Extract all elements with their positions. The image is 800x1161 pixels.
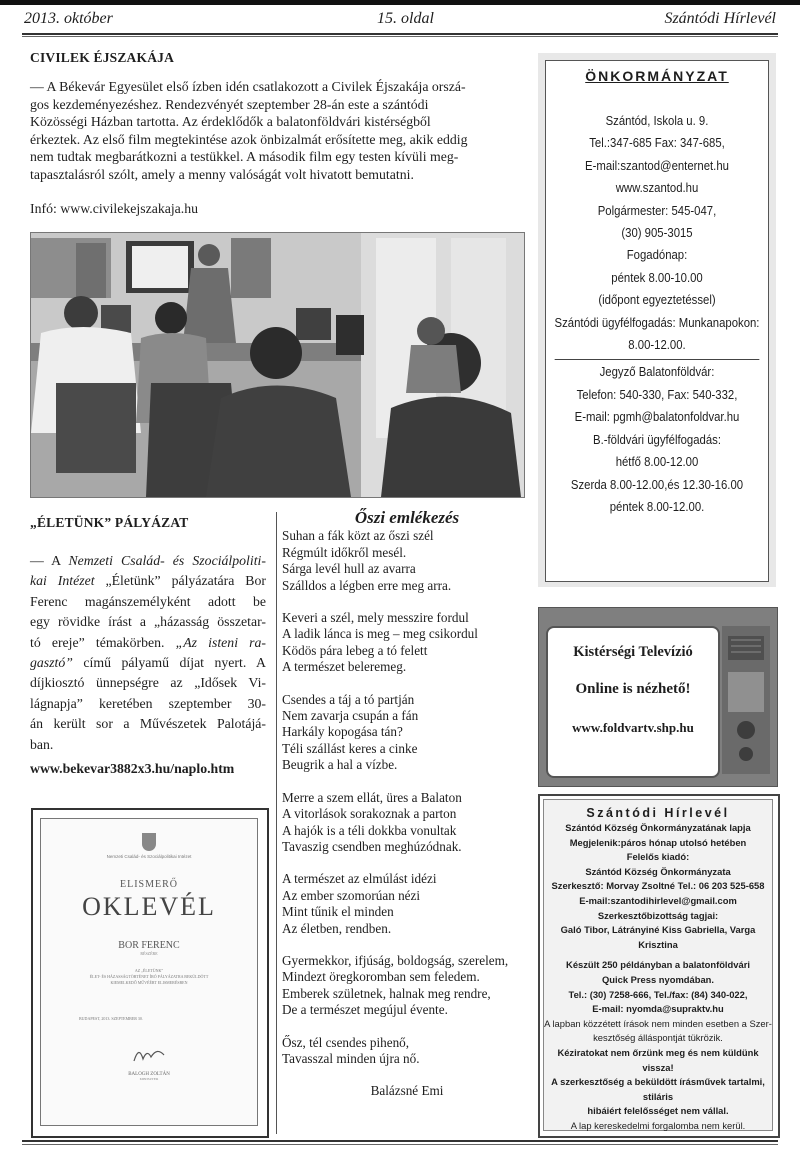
tv-control-panel	[722, 626, 770, 774]
impresszum-line: Felelős kiadó:	[626, 851, 690, 863]
contact-line: péntek 8.00-12.00.	[609, 498, 705, 514]
impresszum-line: Galó Tibor, Látrányiné Kiss Gabriella, Varga Krisztina	[560, 924, 756, 950]
diploma-signer: BALOGH ZOLTÁN	[128, 1072, 170, 1077]
column-divider	[276, 512, 277, 1134]
contact-line: Tel.:347-685 Fax: 347-685,	[589, 135, 725, 151]
text: Ferenc magánszemélyként adott be	[30, 593, 266, 609]
issue-date: 2013. október	[24, 10, 113, 27]
info-link[interactable]: Infó: www.civilekejszakaja.hu	[30, 200, 199, 216]
poem-line: Mint tűnik el minden	[282, 904, 394, 920]
poem-line: De a természet megújul évente.	[282, 1002, 448, 1018]
contact-line: E-mail:szantod@enternet.hu	[585, 157, 729, 173]
page-header	[22, 10, 778, 32]
onkormanyzat-panel	[545, 60, 769, 582]
text: ban.	[30, 736, 54, 752]
impresszum-line: Készült 250 példányban a balatonföldvári	[566, 959, 750, 971]
contact-line: péntek 8.00-10.00	[611, 269, 703, 285]
diploma-subtitle: ELISMERŐ	[120, 879, 178, 890]
italic-text: Nemzeti Család- és Szociálpoliti-	[68, 553, 266, 568]
poem-stanzas	[282, 528, 532, 1067]
text: díjkiosztó ünnepségre az „Idősek Vi-	[30, 675, 266, 691]
diploma-text-line: KIEMELKEDŐ MŰVÉÉRT ELISMERÉSBEN	[110, 980, 188, 985]
poem-line: A ladik lánca is meg – meg csikordul	[282, 626, 478, 642]
poem-line: Tavaszig csendben meghúzódnak.	[282, 838, 462, 854]
text: lágnapja” keretében szeptember 30-	[30, 695, 266, 711]
event-photo-drawing	[31, 233, 524, 497]
article-eletunk	[30, 515, 266, 777]
paragraph-line: érkeztek. Az első film megtekintése azok önbizalmát erősítette meg, akik eddig	[30, 131, 468, 147]
article-line	[30, 714, 266, 734]
poem-line: Téli szállást keres a cinke	[282, 740, 418, 756]
poem-line: Mindezt öregkoromban sem feledem.	[282, 969, 480, 985]
diploma-title: OKLEVÉL	[82, 892, 216, 921]
poem-stanza	[282, 953, 532, 1019]
text: — A	[30, 553, 69, 568]
contact-line: 8.00-12.00.	[628, 337, 686, 353]
contact-line: www.szantod.hu	[615, 180, 699, 196]
paragraph-line: nem tudtak megbarátkozni a testükkel. A második film egy testen kívüli meg-	[30, 149, 459, 165]
event-photo	[30, 232, 525, 498]
publication-name: Szántódi Hírlevél	[664, 10, 776, 27]
onkormanyzat-bottom	[546, 361, 768, 518]
article-line	[30, 735, 266, 755]
impresszum-line: kesztőség álláspontját tükrözik.	[593, 1032, 723, 1044]
article-title: CIVILEK ÉJSZAKÁJA	[30, 50, 175, 65]
contact-line: Jegyző Balatonföldvár:	[599, 364, 715, 380]
poem-line: Ősz, tél csendes pihenő,	[282, 1034, 410, 1050]
article-civilek	[30, 50, 524, 217]
impresszum-line: E-mail: nyomda@supraktv.hu	[592, 1003, 724, 1015]
poem-line: Csendes a táj a tó partján	[282, 691, 415, 707]
impresszum-line: A szerkesztőség a beküldött írásművek tartalmi, stiláris	[551, 1076, 765, 1102]
impresszum-line: Megjelenik:páros hónap utolsó hetében	[569, 836, 747, 848]
italic-text: „Az isteni ra-	[175, 634, 267, 650]
paragraph-line: — A Békevár Egyesület első ízben idén csatlakozott a Civilek Éjszakája orszá-	[30, 79, 466, 94]
poem-stanza	[282, 610, 532, 676]
diploma-text-line: ÉLET- ÉS HÁZASSÁGTÖRTÉNET ÍRÓ PÁLYÁZATRA BEKÜLDÖTT	[89, 974, 209, 979]
contact-line: E-mail: pgmh@balatonfoldvar.hu	[574, 409, 740, 425]
contact-line: B.-földvári ügyfélfogadás:	[593, 431, 721, 447]
poem	[282, 510, 532, 1100]
diploma-name-sub: RÉSZÉRE	[140, 951, 158, 956]
contact-line: Szántódi ügyfélfogadás: Munkanapokon:	[554, 314, 760, 330]
header-rule-thin	[22, 36, 778, 37]
contact-line: Fogadónap:	[626, 247, 688, 263]
poem-line: Keveri a szél, mely messzire fordul	[282, 610, 469, 626]
poem-line: Gyermekkor, ifjúság, boldogság, szerelem,	[282, 952, 509, 968]
poem-stanza	[282, 692, 532, 774]
diploma-frame	[40, 818, 258, 1126]
poem-line: Emberek születnek, halnak meg rendre,	[282, 985, 491, 1001]
poem-line: Szálldos a légben erre meg arra.	[282, 577, 452, 593]
onkormanyzat-title: ÖNKORMÁNYZAT	[585, 68, 729, 84]
contact-line: Telefon: 540-330, Fax: 540-332,	[576, 386, 738, 402]
paragraph-line: tapasztalásról szólt, amely a menny valóságát volt hivatott bemutatni.	[30, 166, 414, 182]
italic-text: gasztó”	[30, 655, 73, 671]
footer-rule-thin	[22, 1144, 778, 1145]
text: egy rövidke írást a „házasság összetar-	[30, 614, 266, 630]
poem-line: Régmúlt időkről mesél.	[282, 544, 407, 560]
article-line	[30, 653, 266, 673]
poem-line: Az ember szomorúan nézi	[282, 887, 421, 903]
poem-stanza	[282, 790, 532, 856]
contact-line: hétfő 8.00-12.00	[615, 454, 699, 470]
poem-line: Suhan a fák közt az őszi szél	[282, 528, 434, 544]
impresszum-line: A lapban közzétett írások nem minden esetben a Szer-	[544, 1017, 772, 1029]
article-line	[30, 633, 266, 653]
article-line	[30, 612, 266, 632]
poem-line: Tavasszal minden újra nő.	[282, 1050, 420, 1066]
poem-title: Őszi emlékezés	[354, 508, 460, 527]
top-bar	[0, 0, 800, 5]
footer-rule	[22, 1140, 778, 1142]
poem-line: Sárga levél hull az avarra	[282, 561, 416, 577]
text: án került sor a Művészetek Palotájá-	[30, 716, 266, 732]
article-title: „ÉLETÜNK” PÁLYÁZAT	[30, 515, 189, 530]
poem-line: A hajók is a téli dokkba vonultak	[282, 822, 457, 838]
contact-line: Polgármester: 545-047,	[597, 202, 717, 218]
impresszum-panel	[543, 799, 773, 1131]
poem-line: Az életben, rendben.	[282, 920, 392, 936]
poem-stanza	[282, 528, 532, 594]
paragraph-line: Közösségi Házban tartotta. Az érdeklődők a balatonföldvári kistérségből	[30, 114, 431, 130]
impresszum-line: A lap kereskedelmi forgalomba nem kerül.	[570, 1119, 746, 1131]
page-number: 15. oldal	[377, 10, 434, 27]
italic-text: kai Intézet	[30, 573, 95, 589]
tv-line2: Online is nézhető!	[575, 681, 691, 697]
impresszum-line: Szántód Község Önkormányzatának lapja	[565, 822, 751, 833]
poem-line: Beugrik a hal a vízbe.	[282, 757, 398, 773]
onkormanyzat-top	[546, 110, 768, 356]
signature-icon	[129, 1043, 169, 1067]
diploma-content	[41, 833, 257, 1081]
impresszum-line: Szerkesztőbizottság tagjai:	[597, 909, 719, 921]
article-line	[30, 551, 266, 571]
poem-line: Ködös pára lebeg a tó felett	[282, 642, 428, 658]
poem-stanza	[282, 871, 532, 937]
poem-line: A vitorlások sorakoznak a parton	[282, 806, 457, 822]
poem-line: A természet az elmúlást idézi	[282, 871, 437, 887]
onkormanyzat-divider	[555, 359, 760, 360]
tv-screen	[546, 626, 720, 778]
tv-line1: Kistérségi Televízió	[573, 644, 693, 660]
paragraph-line: gos kezdeményezéshez. Rendezvényét szeptember 28-án este a szántódi	[30, 96, 429, 112]
diploma-date: BUDAPEST, 2013. SZEPTEMBER 30.	[79, 1016, 143, 1021]
diploma-text	[41, 968, 257, 986]
article-line	[30, 592, 266, 612]
contact-line: Szerda 8.00-12.00,és 12.30-16.00	[570, 476, 744, 492]
diploma-signer-title: MINISZTER	[139, 1077, 159, 1081]
impresszum-line: Quick Press nyomdában.	[601, 973, 715, 985]
contact-line: (30) 905-3015	[621, 225, 693, 241]
impresszum-line: E-mail:szantodihirlevel@gmail.com	[579, 894, 737, 906]
article-body	[30, 551, 266, 755]
diploma-name: BOR FERENC	[118, 940, 180, 951]
header-rule	[22, 33, 778, 35]
article-line	[30, 673, 266, 693]
poem-line: Merre a szem ellát, üres a Balaton	[282, 789, 462, 805]
article-line	[30, 571, 266, 591]
impresszum-line: hibáiért felelősséget nem vállal.	[587, 1105, 729, 1117]
article-link[interactable]: www.bekevar3882x3.hu/naplo.htm	[30, 761, 235, 777]
impresszum-line: Kéziratokat nem őrzünk meg és nem küldünk vissza!	[557, 1046, 759, 1073]
poem-author: Balázsné Emi	[370, 1083, 444, 1099]
tv-url[interactable]: www.foldvartv.shp.hu	[572, 720, 694, 735]
coat-of-arms-icon	[142, 833, 156, 851]
contact-line: Szántód, Iskola u. 9.	[605, 113, 709, 128]
poem-stanza	[282, 1035, 532, 1068]
diploma-issuer: Nemzeti Család- és Szociálpolitikai Intézet	[106, 854, 192, 859]
impresszum-lines	[544, 821, 772, 1133]
impresszum-line: Tel.: (30) 7258-666, Tel./fax: (84) 340-022,	[568, 988, 748, 1000]
impresszum-line: Szerkesztő: Morvay Zsoltné Tel.: 06 203 525-658	[551, 880, 765, 892]
text: „Életünk” pályázatára Bor	[94, 573, 266, 589]
contact-line: (időpont egyeztetéssel)	[598, 292, 716, 308]
impresszum-line: Szántód Község Önkormányzata	[585, 865, 731, 877]
article-line	[30, 694, 266, 714]
text: című pályamű díjat nyert. A	[72, 655, 266, 671]
poem-line: Harkály kopogása tán?	[282, 724, 403, 740]
article-body	[30, 78, 524, 184]
onkormanyzat-contact	[546, 110, 768, 518]
impresszum-title: Szántódi Hírlevél	[586, 806, 730, 820]
tv-knobs-icon	[722, 626, 770, 774]
poem-line: A természet beleremeg.	[282, 659, 407, 675]
diploma-text-line: AZ „ÉLETÜNK”	[134, 968, 164, 973]
poem-line: Nem zavarja csupán a fán	[282, 708, 419, 724]
text: tó ereje” témakörben.	[30, 634, 176, 650]
